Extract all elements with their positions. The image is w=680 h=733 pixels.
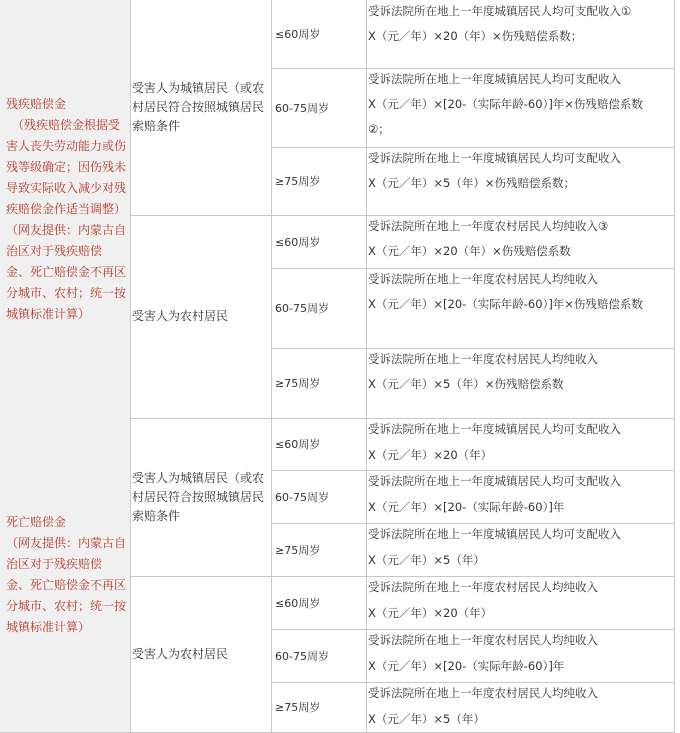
formula-cell [366, 348, 674, 418]
category-text: 金、死亡赔偿金不再区 [6, 578, 127, 592]
formula-line: 受诉法院所在地上一年度农村居民人均纯收入 [368, 352, 598, 366]
age-cell [271, 523, 366, 576]
formula-line: 受诉法院所在地上一年度农村居民人均纯收入 [368, 580, 598, 594]
formula-line: 受诉法院所在地上一年度城镇居民人均可支配收入 [368, 527, 621, 541]
formula-line: X（元／年）×20（年） [368, 448, 493, 462]
formula-line: 受诉法院所在地上一年度城镇居民人均可支配收入 [368, 474, 621, 488]
category-text: 金、死亡赔偿金不再区 [6, 264, 127, 279]
category-text: 残等级确定；因伤残未 [6, 159, 127, 174]
formula-line: X（元／年）×20（年）×伤残赔偿系数 [368, 244, 571, 258]
formula-cell [366, 147, 674, 215]
formula-line: X（元／年）×20（年）×伤残赔偿系数； [368, 29, 583, 43]
grid-line [674, 0, 675, 732]
formula-line: X（元／年）×5（年） [368, 712, 485, 726]
category-text: 城镇标准计算） [6, 306, 91, 321]
category-text: 分城市、农村；统一按 [6, 599, 127, 613]
formula-line: X（元／年）×20（年） [368, 606, 493, 620]
grid-line [366, 0, 367, 732]
age-cell [271, 0, 366, 68]
formula-line: 受诉法院所在地上一年度农村居民人均纯收入 [368, 272, 598, 286]
victim-line: 索赔条件 [132, 119, 181, 133]
age-label: ≤60周岁 [275, 596, 321, 610]
age-label: 60-75周岁 [275, 649, 329, 663]
formula-line: 受诉法院所在地上一年度城镇居民人均可支配收入 [368, 422, 621, 436]
formula-cell [366, 576, 674, 629]
category-text: 导致实际收入减少对残 [6, 180, 127, 195]
age-cell [271, 348, 366, 418]
victim-text [132, 307, 228, 326]
victim-line: 受害人为农村居民 [132, 309, 229, 323]
age-label: ≤60周岁 [275, 28, 321, 41]
age-cell [271, 576, 366, 629]
age-label: ≥75周岁 [275, 175, 321, 188]
formula-cell [366, 470, 674, 523]
category-text: （网友提供：内蒙古自 [6, 222, 127, 237]
age-label: ≤60周岁 [275, 438, 321, 451]
victim-line: 村居民符合按照城镇居民 [132, 100, 265, 114]
formula-cell [366, 0, 674, 68]
formula-cell [366, 523, 674, 576]
formula-line: X（元／年）×[20-（实际年龄-60）]年 [368, 500, 565, 514]
grid-line [130, 0, 131, 732]
category-text: 治区对于残疾赔偿 [6, 243, 103, 258]
formula-line: 受诉法院所在地上一年度城镇居民人均可支配收入 [368, 151, 621, 165]
formula-line: X（元／年）×5（年）×伤残赔偿系数； [368, 176, 575, 190]
category-text: （网友提供：内蒙古自 [6, 536, 127, 550]
formula-cell [366, 215, 674, 268]
category-cell [0, 418, 130, 732]
age-cell [271, 470, 366, 523]
category-text: 分城市、农村；统一按 [6, 285, 127, 300]
age-cell [271, 68, 366, 147]
age-cell [271, 215, 366, 268]
formula-cell [366, 629, 674, 682]
victim-line: 受害人为城镇居民（或农 [132, 81, 265, 95]
victim-text [132, 469, 264, 526]
victim-cell [130, 576, 271, 732]
age-label: ≤60周岁 [275, 235, 321, 249]
formula-line: X（元／年）×[20-（实际年龄-60）]年×伤残赔偿系数 [368, 97, 643, 111]
category-cell [0, 0, 130, 418]
category-text: （残疾赔偿金根据受 [12, 117, 121, 132]
victim-line: 受害人为农村居民 [132, 646, 229, 661]
age-cell [271, 629, 366, 682]
age-label: ≥75周岁 [275, 377, 321, 390]
formula-line: 受诉法院所在地上一年度城镇居民人均可支配收入① [368, 4, 632, 18]
category-text: 死亡赔偿金 [6, 515, 67, 529]
age-cell [271, 268, 366, 348]
category-text: 残疾赔偿金 [6, 96, 67, 111]
age-cell [271, 418, 366, 470]
age-label: ≥75周岁 [275, 543, 321, 557]
category-text: 治区对于残疾赔偿 [6, 557, 103, 571]
formula-line: X（元／年）×[20-（实际年龄-60）]年 [368, 659, 565, 673]
victim-cell [130, 215, 271, 418]
formula-line: X（元／年）×5（年）×伤残赔偿系数 [368, 377, 564, 391]
victim-line: 索赔条件 [132, 508, 181, 523]
category-text: 害人丧失劳动能力或伤 [6, 138, 127, 153]
formula-cell [366, 418, 674, 470]
victim-cell [130, 418, 271, 576]
category-text: 城镇标准计算） [6, 620, 91, 634]
formula-line: 受诉法院所在地上一年度农村居民人均纯收入 [368, 686, 598, 700]
formula-cell [366, 68, 674, 147]
age-label: 60-75周岁 [275, 302, 329, 315]
formula-line: X（元／年）×5（年） [368, 553, 485, 567]
age-cell [271, 682, 366, 732]
age-cell [271, 147, 366, 215]
category-text: 疾赔偿金作适当调整） [6, 201, 127, 216]
age-label: ≥75周岁 [275, 701, 321, 714]
victim-cell [130, 0, 271, 215]
grid-line [271, 0, 272, 732]
victim-line: 村居民符合按照城镇居民 [132, 489, 265, 504]
formula-cell [366, 682, 674, 732]
age-label: 60-75周岁 [275, 490, 329, 504]
formula-line: ②； [368, 122, 390, 136]
formula-line: 受诉法院所在地上一年度农村居民人均纯收入 [368, 633, 598, 647]
formula-line: 受诉法院所在地上一年度农村居民人均纯收入③ [368, 219, 609, 233]
formula-cell [366, 268, 674, 348]
age-label: 60-75周岁 [275, 101, 329, 115]
victim-line: 受害人为城镇居民（或农 [132, 470, 265, 485]
formula-line: 受诉法院所在地上一年度城镇居民人均可支配收入 [368, 72, 621, 86]
victim-text [132, 79, 264, 136]
formula-line: X（元／年）×[20-（实际年龄-60）]年×伤残赔偿系数 [368, 297, 643, 311]
victim-text [132, 645, 228, 664]
